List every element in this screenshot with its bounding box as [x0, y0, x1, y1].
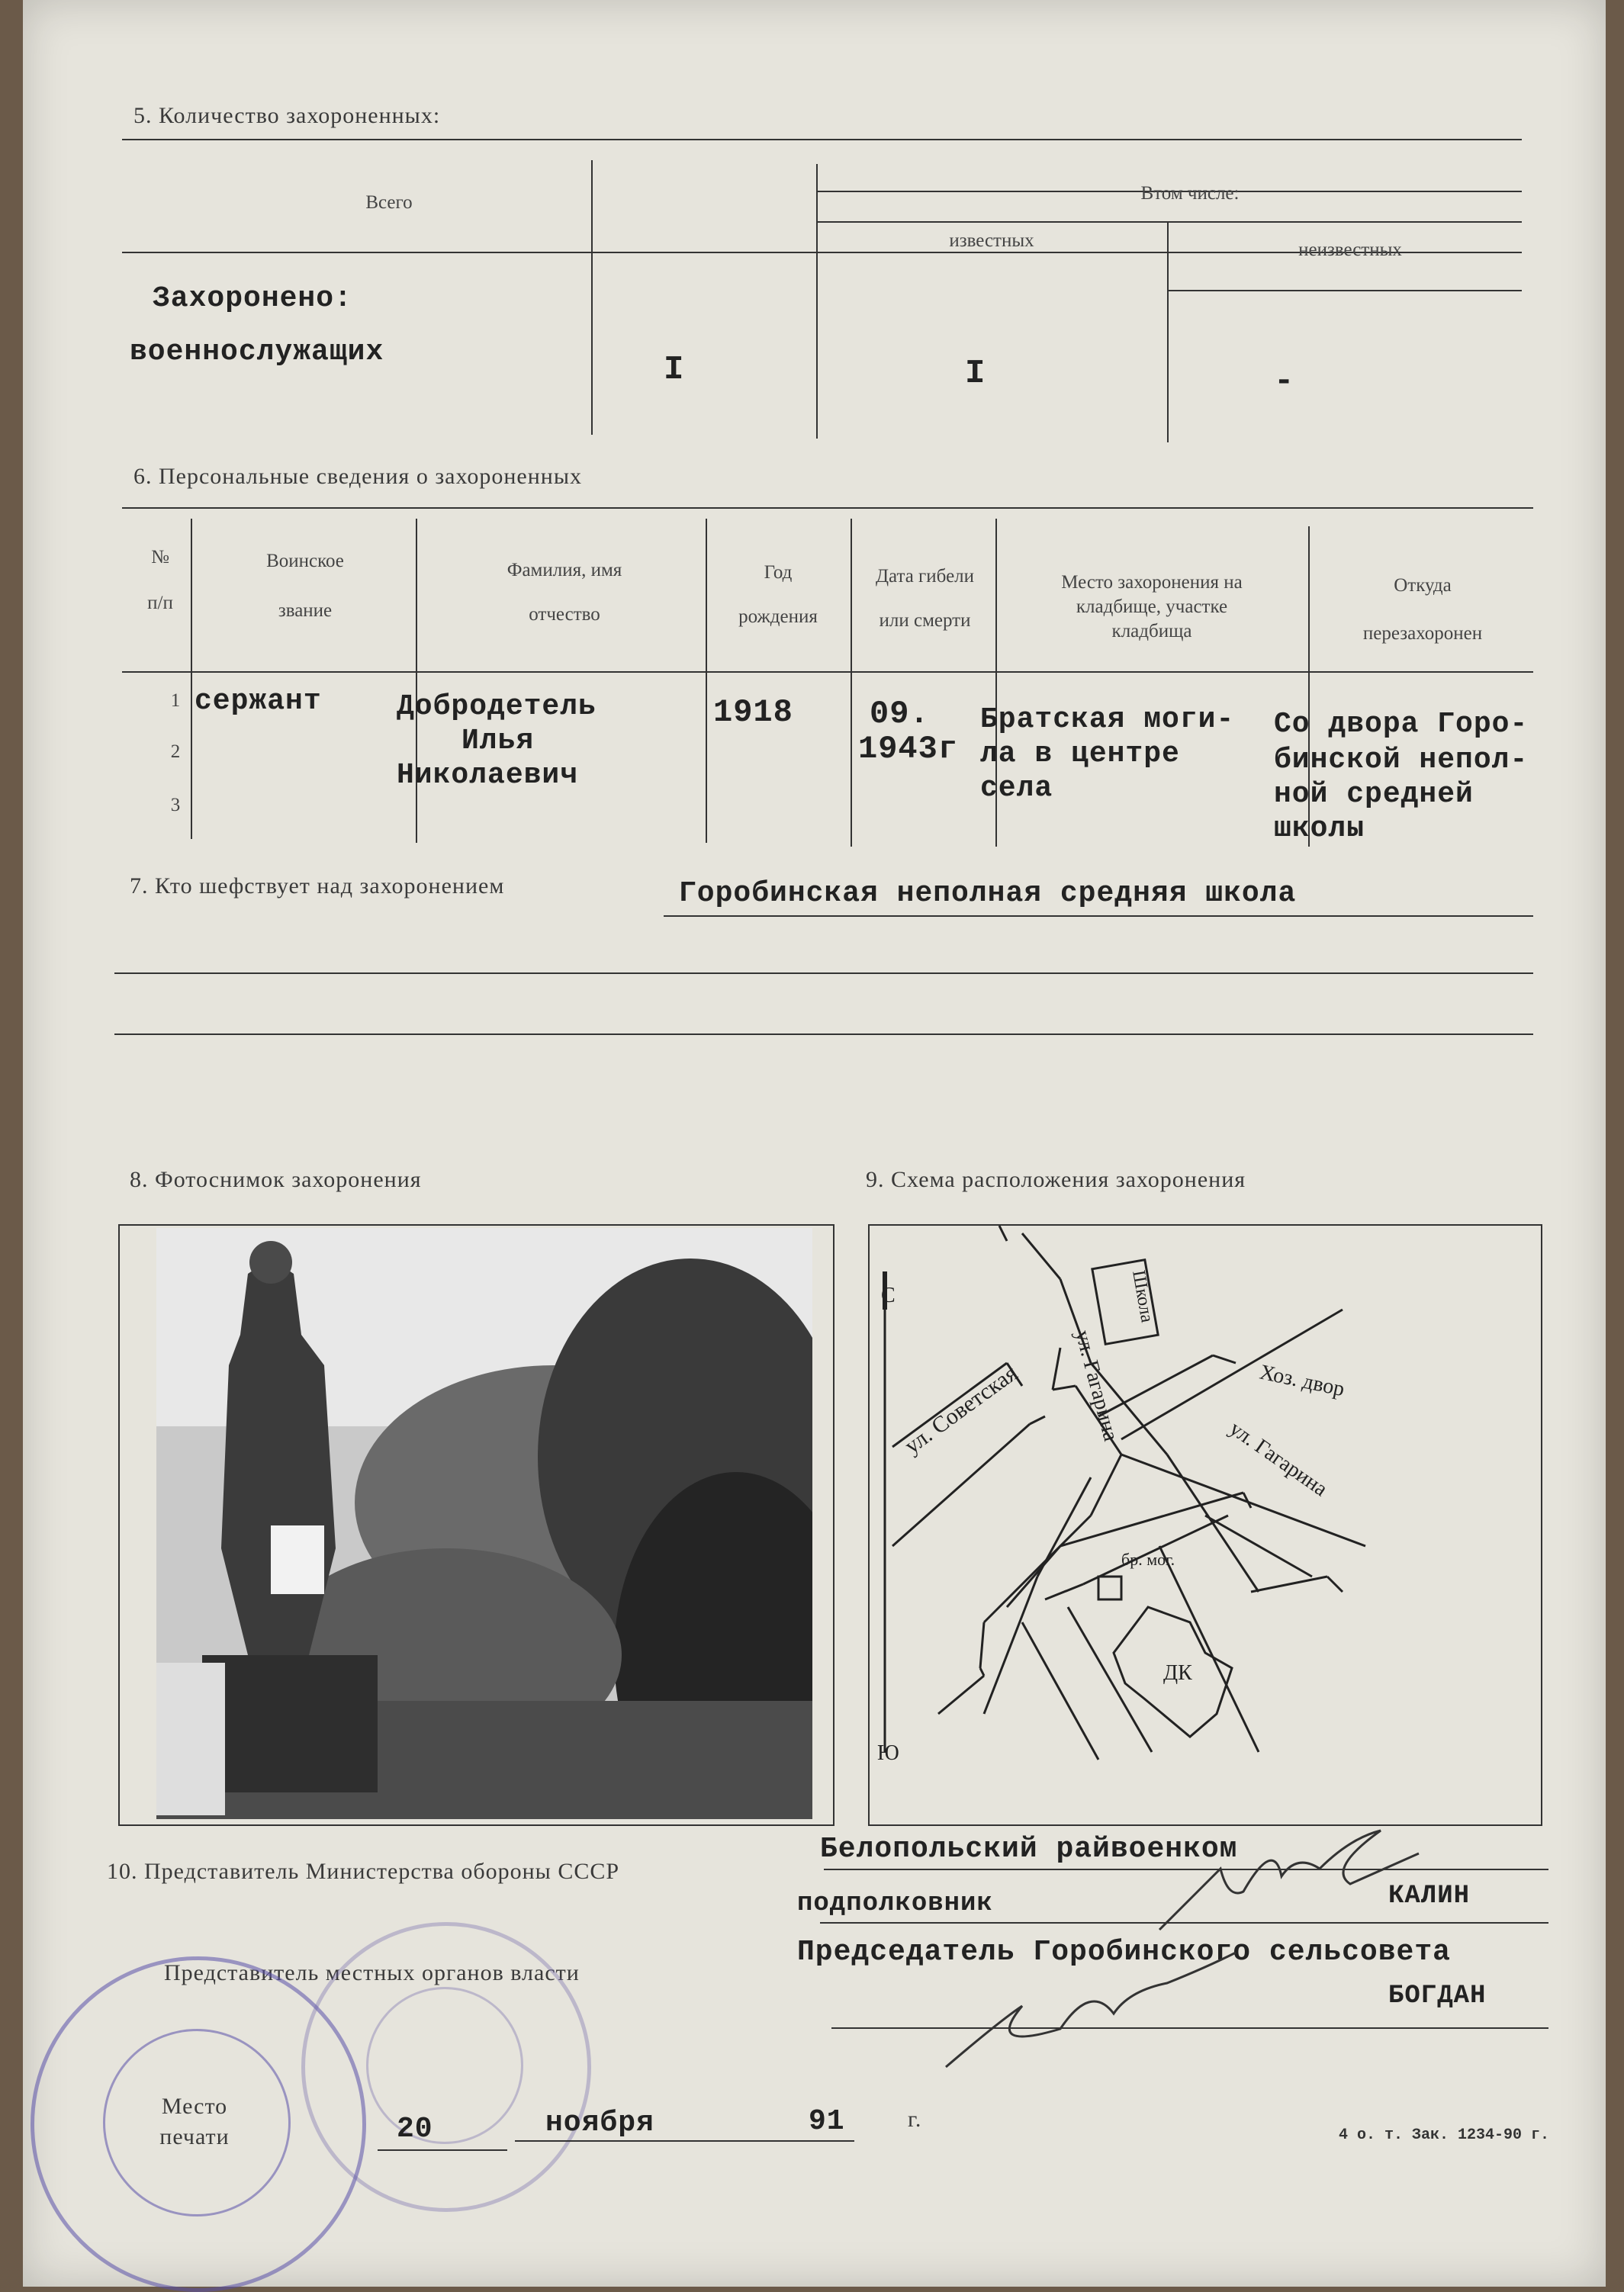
s5-h-known: известных: [949, 230, 1034, 251]
s7-title: 7. Кто шефствует над захоронением: [130, 873, 505, 898]
label-sovetskaya: ул. Советская: [899, 1360, 1022, 1459]
s5-total: I: [664, 351, 685, 389]
compass-south: Ю: [877, 1741, 899, 1765]
s6-row-num-2: 2: [170, 741, 181, 762]
s6-col1: [191, 519, 192, 839]
stamp-place-label2: печати: [159, 2124, 230, 2149]
s6-h-place3: кладбища: [1111, 621, 1192, 641]
s7-rule1: [664, 915, 1533, 917]
date-year-suffix: г.: [908, 2107, 922, 2132]
s6-h-name1: Фамилия, имя: [506, 560, 622, 580]
s5-col2: [816, 164, 818, 439]
label-gagarina-diagonal: ул. Гагарина: [1224, 1416, 1332, 1502]
s6-place-line3: села: [980, 772, 1053, 805]
s10-mo-org: Белопольский райвоенком: [820, 1833, 1238, 1866]
date-year: 91: [809, 2105, 845, 2138]
s10-local-pos: Председатель Горобинского сельсовета: [797, 1936, 1451, 1969]
label-club: ДК: [1163, 1661, 1192, 1685]
signature-local: [938, 1937, 1243, 2075]
s6-h-place1: Место захоронения на: [1061, 572, 1243, 593]
s6-top-rule: [122, 507, 1533, 509]
s6-h-from2: перезахоронен: [1362, 623, 1483, 644]
s6-h-num1: №: [151, 547, 169, 567]
s5-col3: [1167, 221, 1169, 442]
s7-rule3: [114, 1033, 1533, 1035]
s6-from-line3: ной средней: [1274, 778, 1474, 811]
label-grave: бр. мог.: [1121, 1550, 1175, 1569]
s6-h-death1: Дата гибели: [875, 566, 975, 587]
label-yard: Хоз. двор: [1257, 1360, 1347, 1402]
s6-name-surname: Добродетель: [397, 690, 597, 723]
print-imprint: 4 о. т. Зак. 1234-90 г.: [1339, 2126, 1550, 2144]
s6-head-rule: [122, 671, 1533, 673]
s6-birth-year: 1918: [713, 694, 793, 731]
burial-record-sheet: [23, 0, 1606, 2287]
s6-place-line2: ла в центре: [980, 738, 1180, 770]
s8-title: 8. Фотоснимок захоронения: [130, 1167, 422, 1192]
s6-h-year2: рождения: [738, 606, 818, 627]
s10-mo-name: КАЛИН: [1388, 1882, 1471, 1911]
s6-from-line2: бинской непол-: [1274, 744, 1529, 776]
label-gagarina-vertical: ул. Гагарина: [1070, 1327, 1123, 1444]
s5-top-rule: [122, 139, 1522, 140]
burial-site-map: [870, 1226, 1539, 1823]
s5-h-unknown: неизвестных: [1298, 239, 1402, 260]
s6-row-num-3: 3: [170, 795, 181, 815]
s5-col1: [591, 160, 593, 435]
s10-local-name: БОГДАН: [1388, 1982, 1487, 2011]
s10-local-title: Представитель местных органов власти: [164, 1960, 580, 1985]
s6-h-rank1: Воинское: [266, 551, 344, 571]
stamp-military-inner: [103, 2029, 291, 2216]
s6-col2: [416, 519, 417, 843]
s6-row-num-1: 1: [170, 690, 181, 711]
s6-title: 6. Персональные сведения о захороненных: [133, 464, 582, 489]
s6-h-rank2: звание: [278, 600, 333, 621]
s6-name-patronymic: Николаевич: [397, 759, 579, 792]
label-school: Школа: [1128, 1268, 1157, 1324]
s6-h-name2: отчество: [529, 604, 600, 625]
s6-death-year: 1943г: [858, 731, 959, 767]
s6-col4: [851, 519, 852, 847]
signature-mo: [1152, 1823, 1434, 1937]
s10-mo-rank: подполковник: [797, 1889, 993, 1918]
s5-title: 5. Количество захороненных:: [133, 103, 441, 128]
s6-place-line1: Братская моги-: [980, 703, 1235, 736]
s6-death-day: 09.: [870, 696, 930, 732]
s7-patron: Горобинская неполная средняя школа: [679, 877, 1297, 910]
s9-title: 9. Схема расположения захоронения: [866, 1167, 1246, 1192]
s6-h-num2: п/п: [147, 593, 173, 613]
grave-marker: [1098, 1577, 1121, 1599]
road-gagarina-1: [1022, 1233, 1060, 1279]
stamp-council: [301, 1922, 591, 2212]
s6-h-place2: кладбище, участке: [1076, 596, 1228, 617]
s5-h-incl: Втом числе:: [1140, 183, 1240, 204]
s6-h-death2: или смерти: [879, 610, 971, 631]
s6-from-line1: Со двора Горо-: [1274, 708, 1529, 741]
s6-h-year1: Год: [764, 562, 793, 583]
burial-photo: [156, 1228, 812, 1819]
s5-row-label1: Захоронено:: [153, 282, 352, 315]
s10-title: 10. Представитель Министерства обороны СССР: [107, 1859, 620, 1884]
stamp-place-label1: Место: [161, 2094, 228, 2119]
s6-rank: сержант: [195, 685, 322, 718]
s6-col3: [706, 519, 707, 843]
s5-unknown: -: [1274, 362, 1295, 400]
s6-from-line4: школы: [1274, 812, 1365, 845]
s5-known: I: [965, 355, 986, 393]
date-month-rule: [515, 2140, 820, 2142]
compass-north: С: [881, 1284, 896, 1307]
s6-name-first: Илья: [461, 725, 535, 757]
date-day: 20: [397, 2113, 433, 2146]
s5-h-total: Всего: [365, 192, 413, 213]
s6-h-from1: Откуда: [1394, 575, 1452, 596]
s5-head-rule2: [1167, 290, 1522, 291]
date-day-rule: [378, 2149, 507, 2151]
s7-rule2: [114, 972, 1533, 974]
s5-row-label2: военнослужащих: [130, 336, 384, 368]
s5-incl-rule2: [816, 221, 1522, 223]
date-month: ноября: [545, 2107, 654, 2139]
stamp-council-inner: [366, 1987, 523, 2144]
date-year-rule: [801, 2140, 854, 2142]
